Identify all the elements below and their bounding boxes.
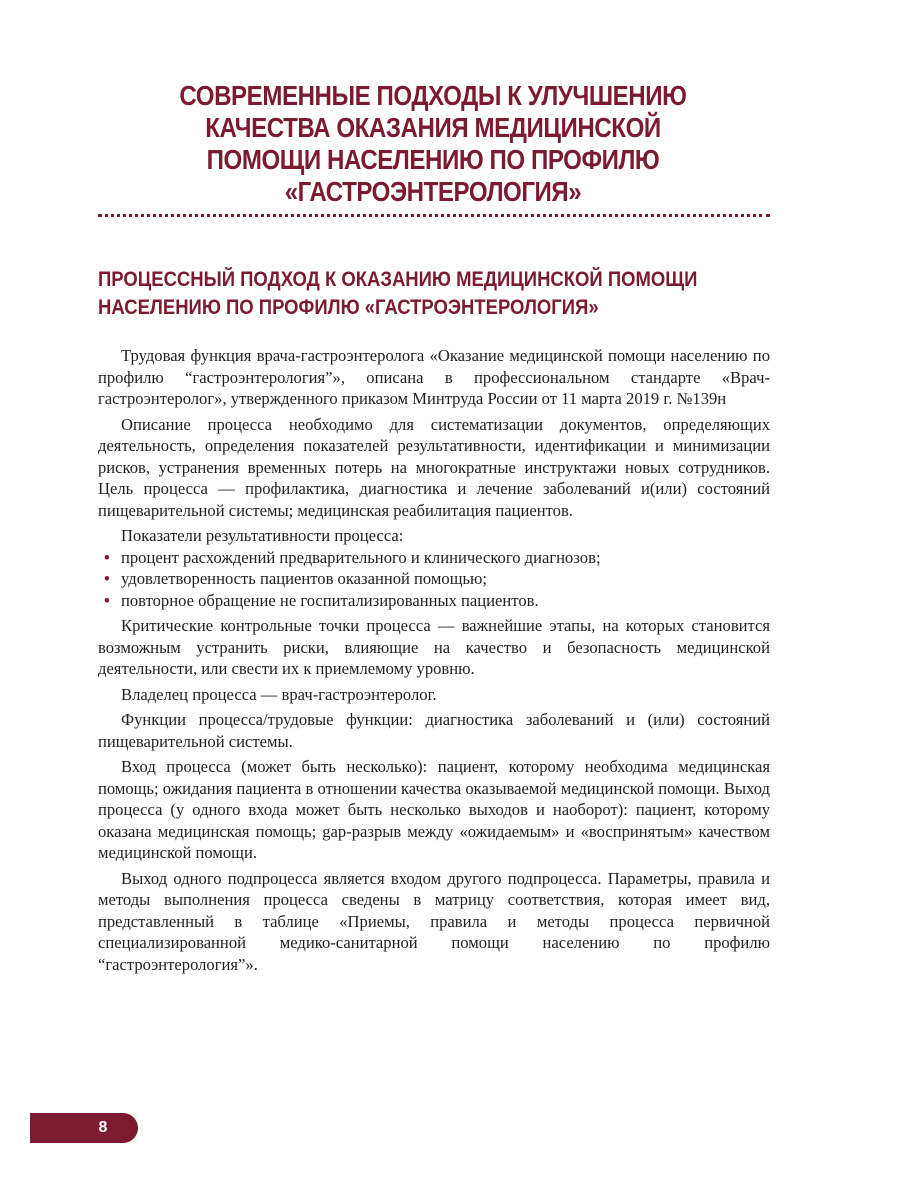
list-item-text: повторное обращение не госпитализированных пациентов.	[121, 590, 539, 610]
paragraph-indicators-intro: Показатели результативности процесса:	[121, 526, 404, 545]
paragraph-process-owner: Владелец процесса — врач-гастроэнтеролог.	[121, 684, 437, 704]
paragraph-labor-function: Трудовая функция врача-гастроэнтеролога «Оказание медицинской помощи населению по профилю “гастроэнтерология”», описана в профессиональном стандарте «Врач-гастроэнтеролог», утвержденного приказом Минтруда России от 11 марта 2019 г. №139н	[98, 346, 770, 408]
bullet-icon: •	[104, 569, 110, 588]
chapter-title-line-2: КАЧЕСТВА ОКАЗАНИЯ МЕДИЦИНСКОЙ	[205, 112, 661, 143]
list-item	[98, 547, 770, 569]
paragraph-process-functions: Функции процесса/трудовые функции: диагностика заболеваний и (или) состояний пищеварительной системы.	[98, 710, 770, 751]
list-item	[98, 568, 770, 590]
section-title-line-2: НАСЕЛЕНИЮ ПО ПРОФИЛЮ «ГАСТРОЭНТЕРОЛОГИЯ»	[98, 296, 599, 319]
chapter-title-line-1: СОВРЕМЕННЫЕ ПОДХОДЫ К УЛУЧШЕНИЮ	[179, 80, 687, 111]
chapter-title-line-4: «ГАСТРОЭНТЕРОЛОГИЯ»	[284, 176, 582, 207]
bullet-icon: •	[104, 590, 110, 610]
paragraph-subprocess: Выход одного подпроцесса является входом другого подпроцесса. Параметры, правила и методы выполнения процесса сведены в матрицу соответствия, которая имеет вид, представленный в таблице «Приемы, правила и методы процесса первичной специализированной медико-санитарной помощи населению по профилю “гастроэнтерология”».	[98, 868, 770, 974]
section-title	[98, 266, 705, 322]
page-number-tab	[30, 1113, 138, 1143]
chapter-title-line-3: ПОМОЩИ НАСЕЛЕНИЮ ПО ПРОФИЛЮ	[206, 144, 660, 175]
dotted-divider	[98, 214, 770, 217]
page-number: 8	[98, 1119, 108, 1136]
list-item-text: удовлетворенность пациентов оказанной помощью;	[121, 569, 488, 588]
list-item-text: процент расхождений предварительного и клинического диагнозов;	[121, 547, 601, 567]
list-item	[98, 590, 770, 612]
paragraph-process-input-output: Вход процесса (может быть несколько): пациент, которому необходима медицинская помощь; ожидания пациента в отношении качества оказываемой медицинской помощи. Выход процесса (у одного входа может быть несколько выходов и наоборот): пациент, которому оказана медицинская помощь; gap-разрыв между «ожидаемым» и «воспринятым» качеством медицинской помощи.	[98, 757, 770, 862]
paragraph-control-points: Критические контрольные точки процесса — важнейшие этапы, на которых становится возможным устранить риски, влияющие на качество и безопасность медицинской деятельности, или свести их к приемлемому уровню.	[98, 616, 770, 678]
bullet-icon: •	[104, 547, 110, 567]
paragraph-process-description: Описание процесса необходимо для систематизации документов, определяющих деятельность, определения показателей результативности, идентификации и минимизации рисков, устранения временных потерь на многократные инструктажи новых сотрудников. Цель процесса — профилактика, диагностика и лечение заболеваний и(или) состояний пищеварительной системы; медицинская реабилитация пациентов.	[98, 414, 770, 520]
indicators-list	[98, 547, 770, 612]
chapter-title	[145, 80, 721, 208]
section-title-line-1: ПРОЦЕССНЫЙ ПОДХОД К ОКАЗАНИЮ МЕДИЦИНСКОЙ ПОМОЩИ	[98, 268, 698, 291]
body-text	[98, 345, 770, 975]
